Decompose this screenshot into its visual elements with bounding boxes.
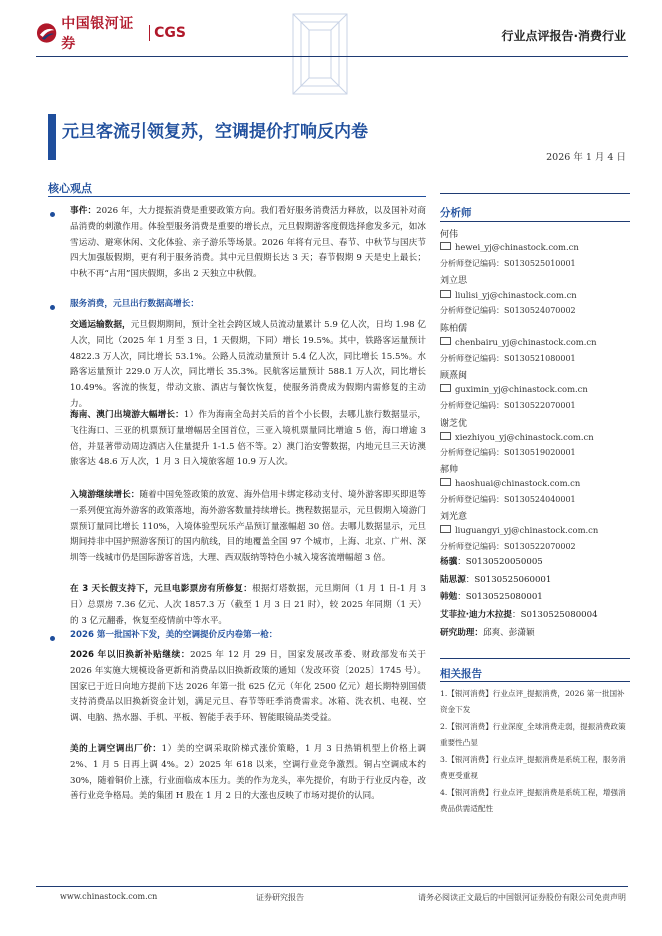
core-views-heading: 核心观点	[48, 182, 92, 195]
related-report-link[interactable]: 1.【银河消费】行业点评_提振消费，2026 第一批国补资金下发	[440, 689, 625, 714]
event-paragraph	[70, 204, 426, 283]
analysts-heading: 分析师	[440, 207, 472, 219]
analyst-reg-code: 分析师登记编码：S0130524040001	[440, 495, 576, 504]
service-label: 服务消费，元旦出行数据高增长：	[70, 299, 199, 309]
event-label: 事件：	[70, 206, 97, 216]
analyst-email: liuguangyi_yj@chinastock.com.cn	[440, 525, 598, 535]
transport-paragraph	[70, 318, 426, 413]
bullet-icon	[50, 212, 55, 217]
report-type-label: 行业点评报告·消费行业	[501, 29, 626, 43]
analyst-email: liulisi_yj@chinastock.com.cn	[440, 290, 577, 300]
service-heading	[70, 297, 426, 313]
analyst-name: 陈柏儒	[440, 324, 468, 334]
analyst-reg-code: 分析师登记编码：S0130519020001	[440, 448, 576, 457]
core-heading-divider	[48, 196, 426, 197]
analyst-name: 刘光意	[440, 512, 468, 522]
movie-text: 根据灯塔数据，元旦期间（1 月 1 日-1 月 3 日）总票房 7.36 亿元、人次 1857.3 万（截至 1 月 3 日 21 时），较 2025 年同期（1 天）的 3 亿元翻番，恢复至疫情前中等水平。	[70, 584, 427, 626]
analyst-combo: 艾菲拉·迪力木拉提：S0130525080004	[440, 610, 598, 620]
related-report-link[interactable]: 3.【银河消费】行业点评_提振消费是系统工程，服务消费更受重视	[440, 755, 626, 780]
footer-center-label: 证券研究报告	[256, 893, 304, 902]
sidebar-divider	[440, 681, 630, 682]
analyst-email: chenbairu_yj@chinastock.com.cn	[440, 337, 596, 347]
inbound-label: 入境游继续增长：	[70, 490, 140, 500]
hainan-label: 海南、澳门出境游大幅增长：	[70, 410, 184, 420]
hainan-text: 1）作为海南全岛封关后的首个小长假，去哪儿旅行数据显示，飞往海口、三亚的机票预订量增幅居全国首位，三亚入境机票量同比增逾 5 倍，海口增逾 3 倍，并显著带动周边酒店入住量提升 1-1.5 倍不等。2）澳门治安警数据，内地元旦三天访澳旅客达 48.6 万人次，1 月 3 日入境旅客超 10.9 万人次。	[70, 410, 426, 468]
bullet-icon	[50, 305, 55, 310]
subsidy-heading	[70, 628, 426, 644]
analyst-reg-code: 分析师登记编码：S0130522070001	[440, 401, 576, 410]
transport-label: 交通运输数据，	[70, 320, 131, 330]
company-logo	[36, 16, 187, 52]
analyst-reg-code: 分析师登记编码：S0130522070002	[440, 542, 576, 551]
inbound-paragraph	[70, 488, 426, 567]
analyst-email: hewei_yj@chinastock.com.cn	[440, 242, 579, 252]
transport-text: 元旦假期期间，预计全社会跨区域人员流动量累计 5.9 亿人次，日均 1.98 亿人次，同比（2025 年 1 月至 3 日，1 天假期，下同）增长 19.5%。其中，铁路客运量预计 4822.3 万人次，同比增长 53.1%。公路人员流动量预计 5.4 亿人次，同比增长 15.5%。水路客运量预计 229.0 万人次，同比增长 35.3%。民航客运量预计 588.1 万人次，同比增长 10.49%。客流的恢复，带动文旅、酒店与餐饮恢复，使服务消费成为假期内需修复的主动力。	[70, 320, 426, 409]
analyst-name: 何伟	[440, 230, 459, 240]
analyst-reg-code: 分析师登记编码：S0130525010001	[440, 259, 576, 268]
logo-divider	[149, 25, 150, 41]
sidebar-divider	[440, 221, 630, 222]
galaxy-logo-icon	[36, 22, 57, 44]
bullet-icon	[50, 636, 55, 641]
report-date: 2026 年 1 月 4 日	[546, 152, 626, 163]
analyst-name: 郝帅	[440, 465, 459, 475]
sidebar-divider	[440, 658, 630, 659]
movie-paragraph	[70, 582, 426, 629]
event-text: 2026 年，大力提振消费是重要政策方向。我们看好服务消费活力释放，以及国补对商品消费的刺激作用。体验型服务消费是重要的增长点，元旦假期游客度假选择愈发多元，如冰雪运动、避寒休闲、文化体验、亲子游乐等场景。2026 年将有元旦、春节、中秋节与国庆节四大加强版假期，更有利于服务消费。其中元旦假期长达 3 天；春节假期 9 天是史上最长；中秋不再“占用”国庆假期，多出 2 天独立中秋假。	[70, 206, 426, 280]
research-assistant: 研究助理：邱爽、彭潇颖	[440, 628, 535, 638]
footer-website[interactable]: www.chinastock.com.cn	[60, 892, 158, 901]
mail-icon	[440, 242, 451, 250]
logo-text-cn: 中国银河证券	[61, 16, 134, 52]
related-reports-heading: 相关报告	[440, 668, 482, 680]
mail-icon	[440, 432, 451, 440]
analyst-name: 谢芝优	[440, 419, 468, 429]
replace-label: 2026 年以旧换新补贴继续：	[70, 650, 191, 660]
analyst-combo: 杨骥：S0130520050005	[440, 557, 543, 567]
mail-icon	[440, 525, 451, 533]
midea-text: 1）美的空调采取阶梯式涨价策略，1 月 3 日热销机型上价格上调 2%、1 月 5 日再上调 4%。2）2025 年 618 以来，空调行业竞争激烈。铜占空调成本约 30%，随着铜价上涨，行业面临成本压力。美的作为龙头，率先提价，有助于行业反内卷，改善行业竞争格局。美的集团 H 股在 1 月 2 日的大涨也反映了市场对提价的认同。	[70, 744, 426, 802]
subsidy-label: 2026 第一批国补下发，美的空调提价反内卷第一枪：	[70, 630, 278, 640]
logo-text-en: CGS	[154, 25, 187, 41]
mail-icon	[440, 337, 451, 345]
header-divider	[36, 56, 628, 57]
replace-paragraph	[70, 648, 426, 727]
analyst-email: xiezhiyou_yj@chinastock.com.cn	[440, 432, 594, 442]
title-accent-bar	[48, 114, 56, 160]
mail-icon	[440, 478, 451, 486]
sidebar-divider	[440, 193, 630, 194]
analyst-email: guximin_yj@chinastock.com.cn	[440, 384, 588, 394]
related-report-link[interactable]: 4.【银河消费】行业点评_提振消费是系统工程，增强消费品供需适配性	[440, 788, 626, 813]
analyst-reg-code: 分析师登记编码：S0130521080001	[440, 354, 576, 363]
related-report-link[interactable]: 2.【银河消费】行业深度_全球消费走弱，提振消费政策重要性凸显	[440, 722, 626, 747]
analyst-combo: 韩勉：S0130525080001	[440, 592, 543, 602]
analyst-combo: 陆思源：S0130525060001	[440, 575, 552, 585]
analyst-reg-code: 分析师登记编码：S0130524070002	[440, 306, 576, 315]
mail-icon	[440, 290, 451, 298]
midea-label: 美的上调空调出厂价：	[70, 744, 162, 754]
movie-label: 在 3 天长假支持下，元旦电影票房有所修复：	[70, 584, 253, 594]
footer-disclaimer: 请务必阅读正文最后的中国银河证券股份有限公司免责声明	[418, 893, 626, 902]
analyst-email: haoshuai@chinastock.com.cn	[440, 478, 580, 488]
report-title: 元旦客流引领复苏，空调提价打响反内卷	[62, 122, 368, 142]
midea-paragraph	[70, 742, 426, 805]
analyst-name: 刘立思	[440, 276, 468, 286]
replace-text: 2025 年 12 月 29 日，国家发展改革委、财政部发布关于 2026 年实施大规模设备更新和消费品以旧换新政策的通知（发改环资〔2025〕1745 号）。国家已于近日向地方提前下达 2026 年第一批 625 亿元（年化 2500 亿元）超长期特别国债支持消费品以旧换新资金计划，满足元旦、春节等旺季消费需求。冰箱、洗衣机、电视、空调、电脑、热水器、手机、平板、智能手表手环、智能眼镜品类受益。	[70, 650, 426, 724]
hainan-paragraph	[70, 408, 426, 471]
footer-divider	[36, 886, 628, 887]
inbound-text: 随着中国免签政策的放宽、海外信用卡绑定移动支付、境外游客即买即退等一系列便宜海外游客的政策落地，海外游客数量持续增长。携程数据显示，元旦假期入境游门票预订量同比增长 110%，入境体验型玩乐产品预订量涨幅超 30 倍。去哪儿数据显示，元旦期间持非中国护照游客预订的国内航线，目的地覆盖全国 97 个城市，上海、北京、广州、深圳等一线城市仍是国际游客首选，大理、西双版纳等特色小城入境客流增幅超 3 倍。	[70, 490, 426, 564]
cgs-watermark-graphic	[283, 8, 357, 100]
mail-icon	[440, 384, 451, 392]
analyst-name: 顾熹闽	[440, 371, 468, 381]
